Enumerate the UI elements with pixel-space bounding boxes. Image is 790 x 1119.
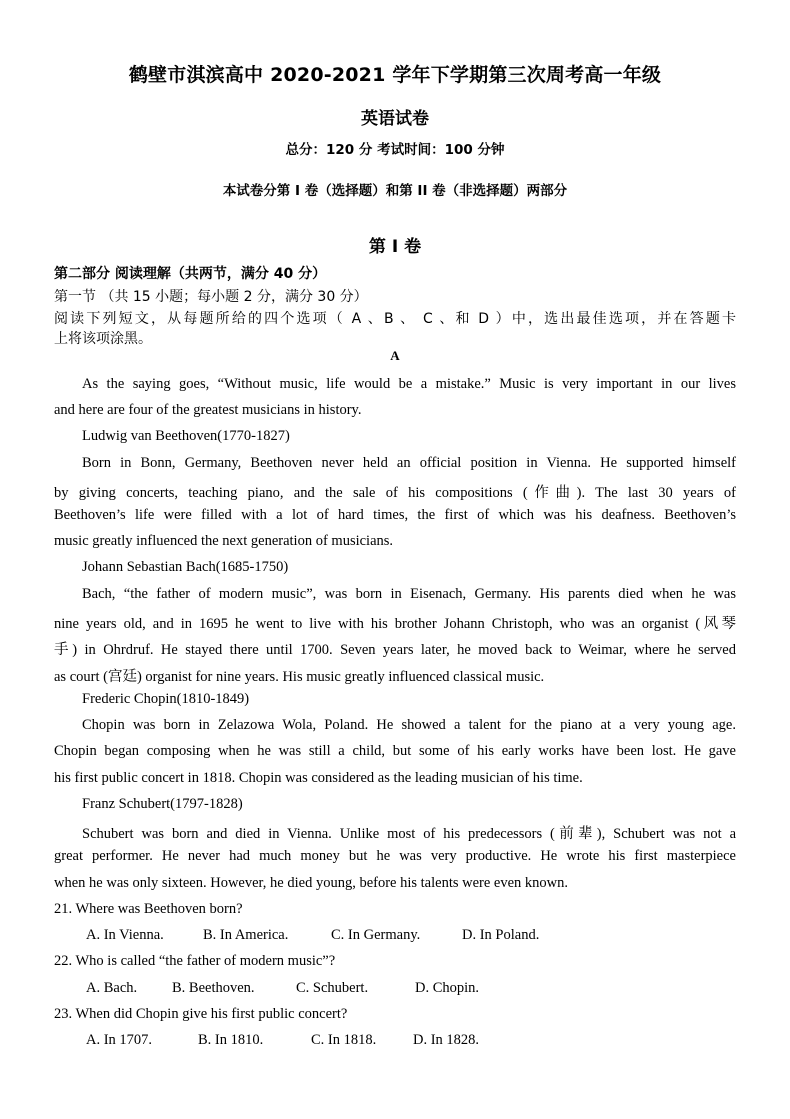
passage-line: and here are four of the greatest musicians in history.: [54, 402, 362, 418]
question-option: A. In Vienna.: [86, 927, 164, 943]
paper-structure-note: 本试卷分第 I 卷（选择题）和第 II 卷（非选择题）两部分: [222, 183, 568, 199]
question-option: D. Chopin.: [415, 980, 480, 996]
question-option: D. In Poland.: [462, 927, 540, 943]
question-option: B. Beethoven.: [172, 980, 255, 996]
question-stem: 23. When did Chopin give his first public concert?: [54, 1006, 348, 1022]
question-option: C. In Germany.: [331, 927, 421, 943]
question-stem: 21. Where was Beethoven born?: [54, 901, 243, 917]
passage-line: Schubert was born and died in Vienna. Unlike most of his predecessors (前辈), Schubert was not a: [82, 826, 736, 842]
passage-line: Born in Bonn, Germany, Beethoven never held an official position in Vienna. He supported himself: [82, 455, 736, 471]
question-option: D. In 1828.: [413, 1032, 480, 1048]
question-option: A. Bach.: [86, 980, 138, 996]
question-option: B. In 1810.: [198, 1032, 264, 1048]
instruction-line-2: 上将该项涂黑。: [54, 331, 152, 347]
passage-line: 手) in Ohrdruf. He stayed there until 1700. Seven years later, he moved back to Weimar, where he served: [54, 642, 736, 658]
musician-heading: Johann Sebastian Bach(1685-1750): [82, 559, 289, 575]
sub-heading: 第一节 （共 15 小题；每小题 2 分，满分 30 分）: [54, 289, 368, 305]
musician-heading: Frederic Chopin(1810-1849): [82, 691, 250, 707]
exam-title: 鹤壁市淇滨高中 2020-2021 学年下学期第三次周考高一年级: [128, 64, 662, 86]
question-stem: 22. Who is called “the father of modern music”?: [54, 953, 336, 969]
subject-title: 英语试卷: [361, 109, 429, 129]
musician-heading: Franz Schubert(1797-1828): [82, 796, 243, 812]
passage-line: great performer. He never had much money but he was very productive. He wrote his first masterpiece: [54, 848, 736, 864]
score-time-info: 总分：120 分 考试时间：100 分钟: [285, 142, 505, 158]
passage-line: by giving concerts, teaching piano, and the sale of his compositions (作曲). The last 30 years of: [54, 485, 736, 501]
part-heading: 第二部分 阅读理解（共两节，满分 40 分）: [54, 266, 327, 282]
passage-label: A: [390, 348, 400, 363]
instruction-line-1: 阅读下列短文，从每题所给的四个选项（ A 、B 、 C 、和 D ）中，选出最佳选项，并在答题卡: [54, 311, 736, 327]
passage-line: Bach, “the father of modern music”, was born in Eisenach, Germany. His parents died when he was: [82, 586, 736, 602]
passage-line: As the saying goes, “Without music, life would be a mistake.” Music is very important in our lives: [82, 376, 736, 392]
passage-line: as court (宫廷) organist for nine years. His music greatly influenced classical music.: [54, 669, 545, 685]
passage-line: Beethoven’s life were filled with a lot of hard times, the first of which was his deafness. Beethoven’s: [54, 507, 736, 523]
question-option: C. In 1818.: [311, 1032, 377, 1048]
question-option: A. In 1707.: [86, 1032, 153, 1048]
question-option: C. Schubert.: [296, 980, 369, 996]
passage-line: when he was only sixteen. However, he died young, before his talents were even known.: [54, 875, 569, 891]
question-option: B. In America.: [203, 927, 289, 943]
musician-heading: Ludwig van Beethoven(1770-1827): [82, 428, 290, 444]
volume-heading: 第 I 卷: [368, 237, 422, 257]
passage-line: Chopin began composing when he was still a child, but some of his early works have been lost. He gave: [54, 743, 736, 759]
passage-line: nine years old, and in 1695 he went to live with his brother Johann Christoph, who was an organist (风琴: [54, 616, 736, 632]
passage-line: his first public concert in 1818. Chopin was considered as the leading musician of his time.: [54, 770, 583, 786]
passage-line: music greatly influenced the next generation of musicians.: [54, 533, 394, 549]
passage-line: Chopin was born in Zelazowa Wola, Poland. He showed a talent for the piano at a very young age.: [82, 717, 736, 733]
